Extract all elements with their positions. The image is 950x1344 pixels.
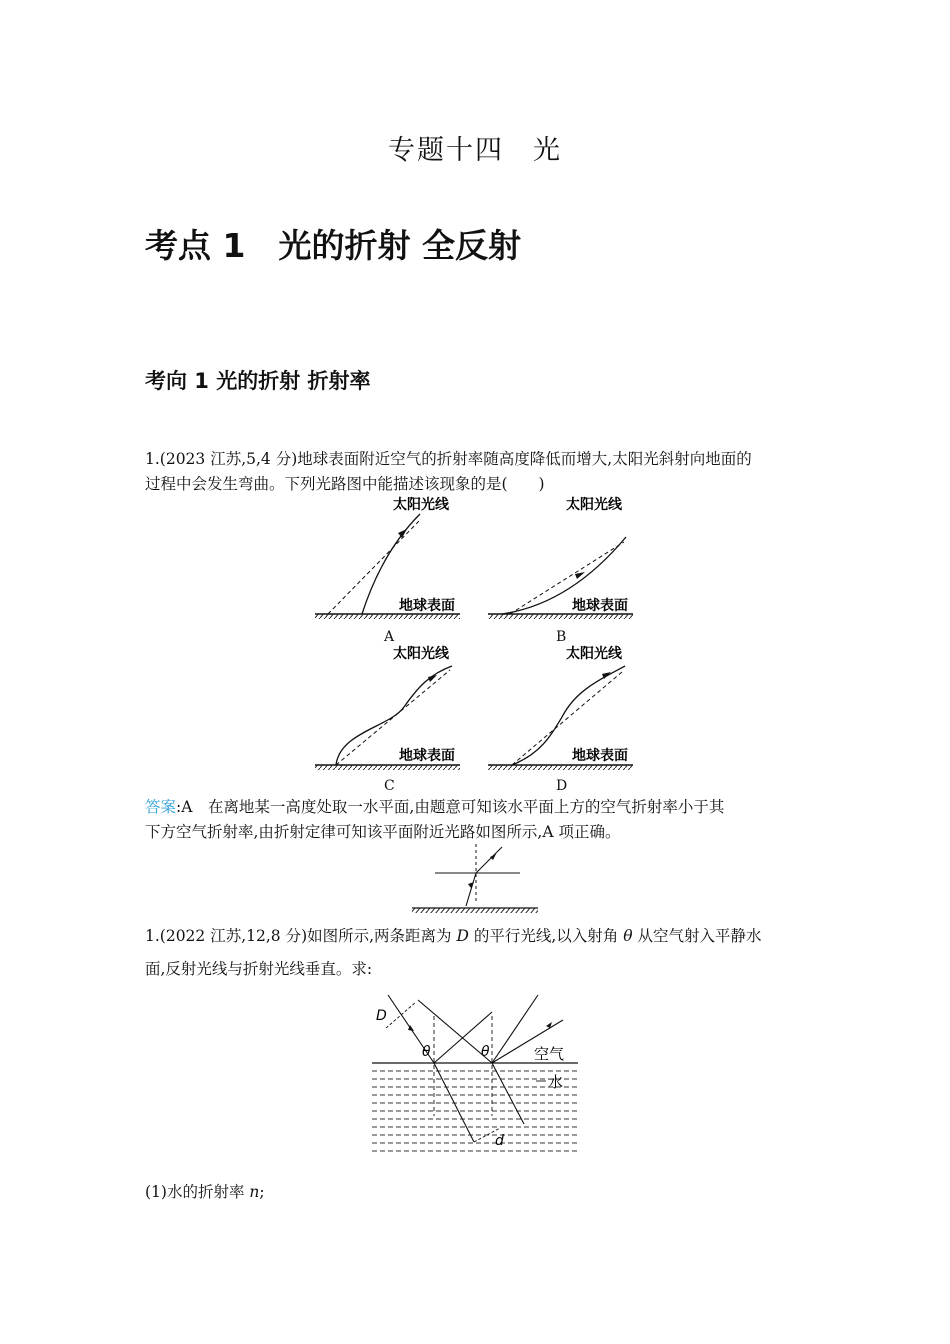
- option-c-diagram: [315, 645, 460, 770]
- q2-text-b: 的平行光线,以入射角: [468, 927, 624, 945]
- ground-label-c: 地球表面: [399, 748, 455, 764]
- distance-d-label: D: [376, 1008, 387, 1024]
- subsection-title: 考向 1 光的折射 折射率: [145, 369, 371, 393]
- ground-label-b: 地球表面: [572, 598, 628, 614]
- option-d-diagram: [488, 645, 633, 770]
- water-label: 水: [548, 1073, 564, 1091]
- option-c-label: C: [384, 778, 395, 794]
- question-1-figure: [300, 492, 650, 802]
- question-1-line-2: 过程中会发生弯曲。下列光路图中能描述该现象的是( ): [145, 475, 545, 493]
- sun-ray-label-b: 太阳光线: [566, 497, 622, 513]
- section-title: 考点 1 光的折射 全反射: [145, 226, 521, 265]
- sun-ray-label-d: 太阳光线: [566, 646, 622, 662]
- q2-part-1-var: n: [249, 1183, 260, 1201]
- answer-line-1-text: :A 在离地某一高度处取一水平面,由题意可知该水平面上方的空气折射率小于其: [176, 798, 725, 816]
- q2-part-1-end: ;: [259, 1183, 265, 1201]
- answer-line-1: [145, 795, 810, 820]
- option-b-diagram: [488, 496, 633, 619]
- theta-label-right: θ: [481, 1044, 490, 1060]
- option-a-diagram: [315, 496, 460, 619]
- question-2-figure: [368, 990, 583, 1158]
- sun-ray-label-a: 太阳光线: [393, 497, 449, 513]
- ground-label-d: 地球表面: [572, 748, 628, 764]
- distance-small-d-label: d: [495, 1133, 504, 1149]
- option-a-label: A: [384, 629, 395, 645]
- q2-var-theta: θ: [623, 927, 633, 945]
- question-2-part-1: [145, 1180, 810, 1205]
- question-2-text: [145, 920, 810, 986]
- answer-line-2: 下方空气折射率,由折射定律可知该平面附近光路如图所示,A 项正确。: [145, 823, 621, 841]
- question-2-line-2: 面,反射光线与折射光线垂直。求:: [145, 960, 373, 978]
- chapter-title: 专题十四 光: [388, 135, 562, 166]
- option-b-label: B: [556, 629, 567, 645]
- q2-var-d: D: [456, 927, 469, 945]
- option-d-label: D: [556, 778, 568, 794]
- question-1-text: [145, 447, 810, 497]
- q2-part-1-text: (1)水的折射率: [145, 1183, 250, 1201]
- question-2-line-1: [145, 920, 810, 953]
- answer-text: [145, 795, 810, 845]
- air-label: 空气: [534, 1045, 565, 1063]
- theta-label-left: θ: [422, 1044, 431, 1060]
- answer-figure: [410, 842, 540, 917]
- q2-text-a: 1.(2022 江苏,12,8 分)如图所示,两条距离为: [145, 927, 457, 945]
- answer-label: 答案: [145, 798, 177, 816]
- ground-label-a: 地球表面: [399, 598, 455, 614]
- sun-ray-label-c: 太阳光线: [393, 646, 449, 662]
- question-1-line-1: 1.(2023 江苏,5,4 分)地球表面附近空气的折射率随高度降低而增大,太阳光斜射向地面的: [145, 450, 752, 468]
- q2-text-c: 从空气射入平静水: [632, 927, 762, 945]
